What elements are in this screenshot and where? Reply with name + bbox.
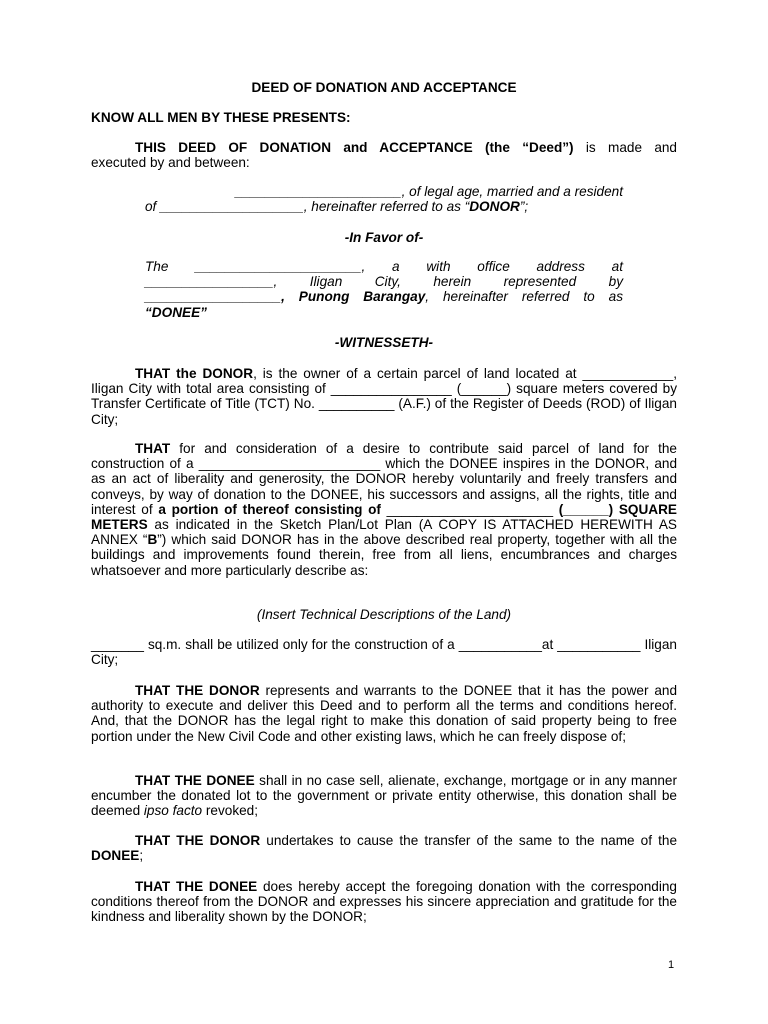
donee-line3-a: __________________ [145,289,282,305]
p4-bold: THAT THE DONOR [135,683,260,698]
p5-a: shall in no case sell, alienate, exchange, mortgage or in any manner encumber the donated lot to the government or private entity otherwise, this donation shall be deemed [91,773,677,819]
paragraph-utilization: _______ sq.m. shall be utilized only for the construction of a ___________at ___________ Iligan City; [91,637,677,668]
know-all-heading: KNOW ALL MEN BY THESE PRESENTS: [91,110,351,125]
page-number: 1 [668,959,675,971]
p7-text: does hereby accept the foregoing donation with the corresponding conditions thereof from the DONOR and expresses his sincere appreciation and gratitude for the kindness and liberality shown by the DONOR; [91,879,677,925]
p2-bold2: a portion of thereof consisting of [158,501,381,517]
p6-a: undertakes to cause the transfer of the same to the name of the [260,833,677,848]
p1-bold: THAT the DONOR [135,366,254,381]
p2-bold3: (______) SQUARE METERS [91,501,678,533]
p6-bold: THAT THE DONOR [135,833,261,848]
donor-label: DONOR [469,199,520,215]
paragraph-warranty [91,683,677,744]
donee-line1: The ______________________, a with office address at [145,259,623,274]
intro-rest: is made and [573,140,677,155]
p1-text: , is the owner of a certain parcel of land located at ____________, Iligan City with total area consisting of ________________ (______) square meters covered by Transfer Certificate of Title (TCT) No. __________ (A.F.) of the Register of Deeds (ROD) of Iligan City; [91,366,677,427]
p2-d: ”) which said DONOR has in the above described real property, together with all the buildings and improvements found therein, free from all liens, encumbrances and charges whatsoever and more particularly describe as: [91,532,678,578]
donee-line3-c: , hereinafter referred to as [425,289,624,305]
paragraph-transfer [91,833,677,863]
p5-italic: ipso facto [143,803,203,819]
p2-c: as indicated in the Sketch Plan/Lot Plan (A COPY IS ATTACHED HEREWITH AS ANNEX “ [91,517,677,548]
donor-line1: ______________________, of legal age, married and a resident [235,184,623,199]
paragraph-owner [91,366,677,427]
p5-b: revoked; [202,803,259,819]
paragraph-donation [91,441,677,578]
paragraph-no-sale [91,773,677,819]
p2-bold1: THAT [135,441,171,456]
punong-barangay: , Punong Barangay [281,289,426,305]
witnesseth-heading: -WITNESSETH- [334,335,434,350]
p6-b: ; [139,848,144,864]
intro-bold: THIS DEED OF DONATION and ACCEPTANCE (the “Deed”) [135,140,574,155]
intro-paragraph [91,140,677,170]
document-title: DEED OF DONATION AND ACCEPTANCE [251,80,517,95]
intro-line2: executed by and between: [91,155,250,171]
p4-text: represents and warrants to the DONEE that it has the power and authority to execute and deliver this Deed and to perform all the terms and conditions hereof. And, that the DONOR has the legal right to make this donation of said property being to free portion under the New Civil Code and other existing laws, which he can freely dispose of; [91,683,678,744]
p2-b: ______________________ [380,501,559,517]
donor-line2-c: ”; [519,199,529,215]
donee-party [145,259,623,320]
in-favor-heading: -In Favor of- [344,230,424,245]
paragraph-acceptance [91,879,677,925]
donor-party [145,184,623,214]
p2-bold4: B [147,532,158,548]
p6-bold2: DONEE [91,848,140,864]
donor-line2-a: of ___________________, hereinafter referred to as “ [145,199,470,215]
donee-label: “DONEE” [145,304,207,320]
p5-bold: THAT THE DONEE [135,773,255,788]
p2-a: for and consideration of a desire to contribute said parcel of land for the construction of a ________________________ which the DONEE inspires in the DONOR, and as an act of liberality and generosity, the DONOR hereby voluntarily and freely transfers and conveys, by way of donation to the DONEE, his successors and assigns, all the rights, title and interest of [91,441,677,517]
p7-bold: THAT THE DONEE [135,879,258,894]
insert-tech-desc: (Insert Technical Descriptions of the Land) [256,607,512,622]
donee-line2: _________________, Iligan City, herein represented by [145,274,623,290]
